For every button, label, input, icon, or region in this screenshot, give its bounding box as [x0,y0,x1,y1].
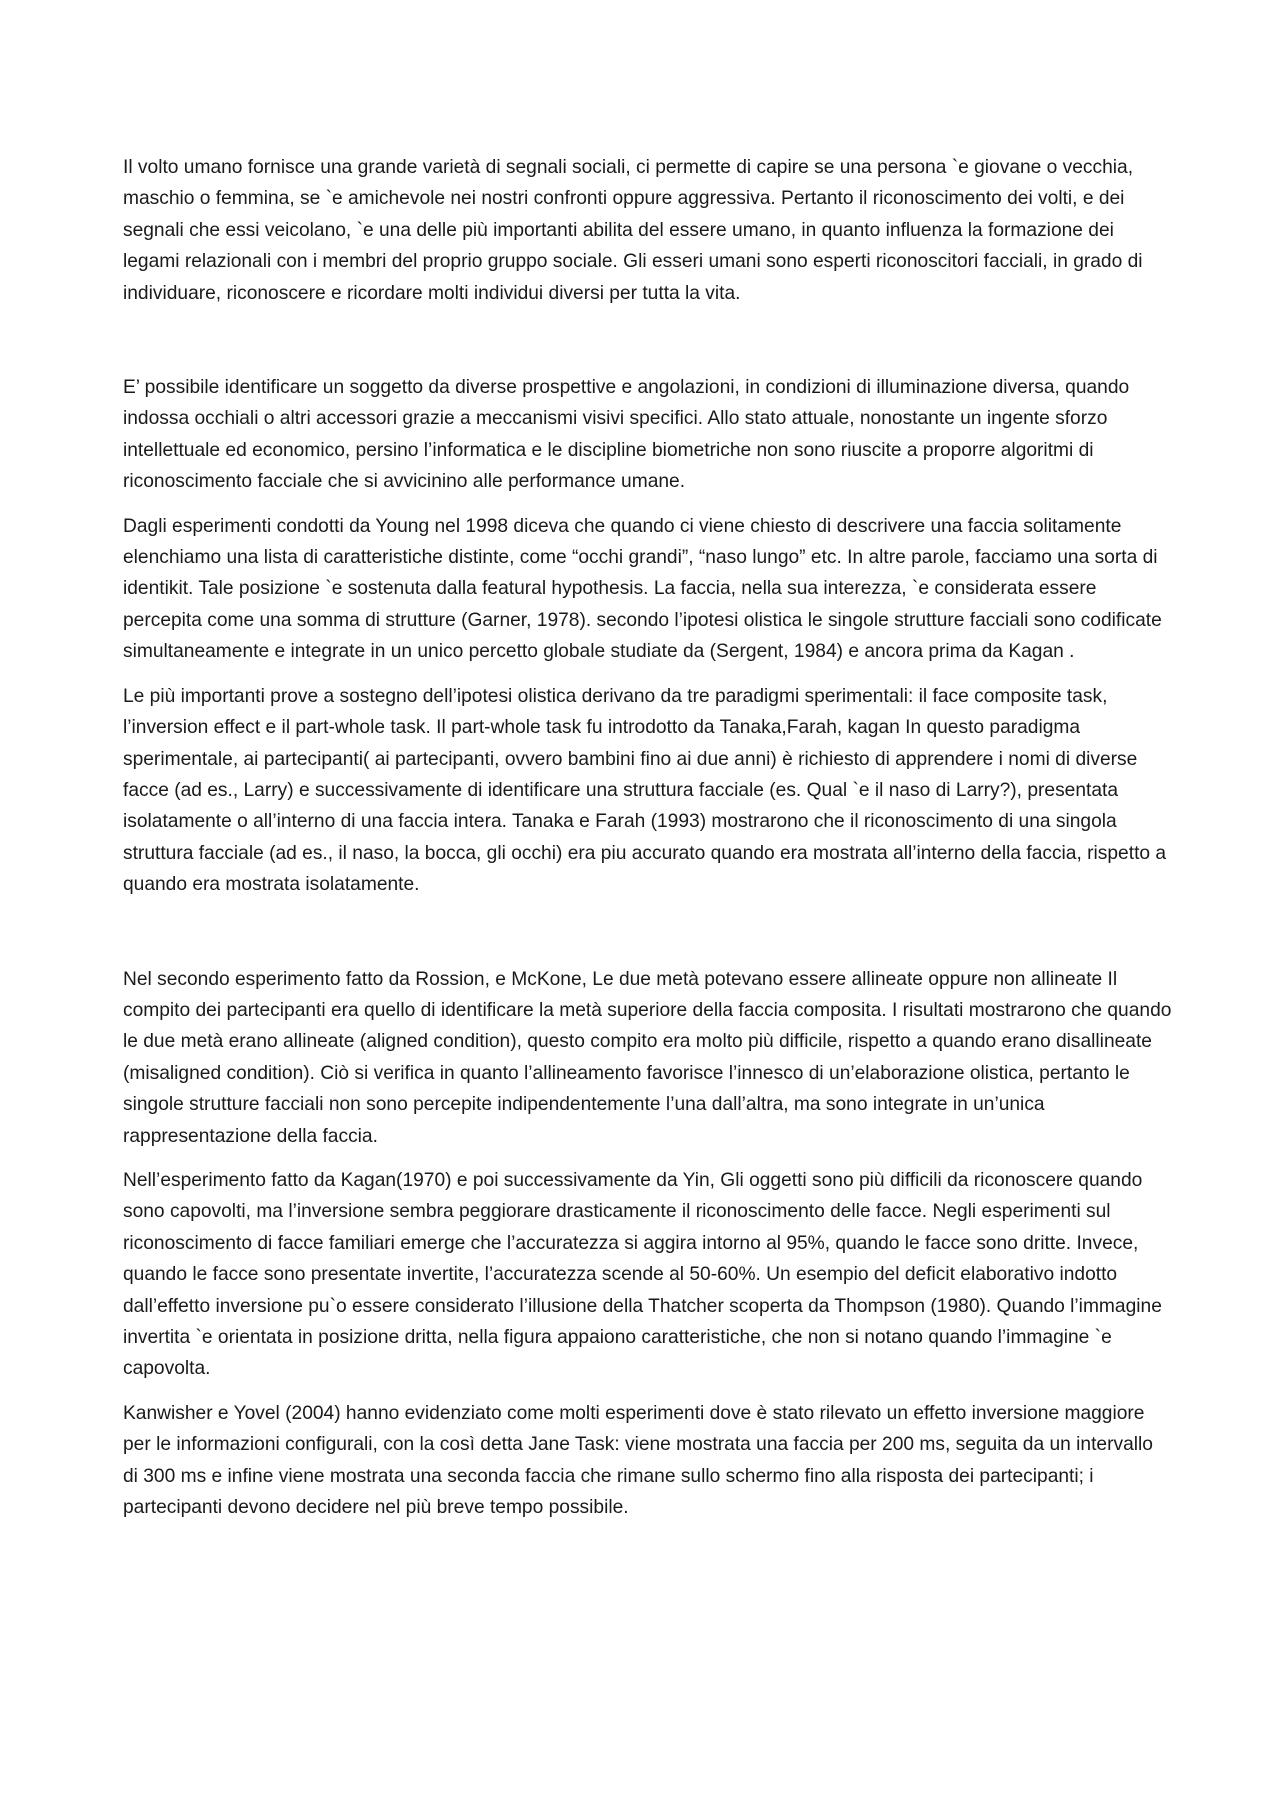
paragraph-young-experiments: Dagli esperimenti condotti da Young nel 1998 diceva che quando ci viene chiesto di descrivere una faccia solitamente elenchiamo una lista di caratteristiche distinte, come “occhi grandi”, “naso lungo” etc. In altre parole, facciamo una sorta di identikit. Tale posizione `e sostenuta dalla featural hypothesis. La faccia, nella sua interezza, `e considerata essere percepita come una somma di strutture (Garner, 1978). secondo l’ipotesi olistica le singole strutture facciali sono codificate simultaneamente e integrate in un unico percetto globale studiate da (Sergent, 1984) e ancora prima da Kagan . [123,515,1162,663]
paragraph-composite-experiment: Nel secondo esperimento fatto da Rossion, e McKone, Le due metà potevano essere allineate oppure non allineate Il compito dei partecipanti era quello di identificare la metà superiore della faccia composita. I risultati mostrarono che quando le due metà erano allineate (aligned condition), questo compito era molto più difficile, rispetto a quando erano disallineate (misaligned condition). Ciò si verifica in quanto l’allineamento favorisce l’innesco di un’elaborazione olistica, pertanto le singole strutture facciali non sono percepite indipendentemente l’una dall’altra, ma sono integrate in un’unica rappresentazione della faccia. [123,968,1172,1147]
paragraph-jane-task: Kanwisher e Yovel (2004) hanno evidenziato come molti esperimenti dove è stato rilevato un effetto inversione maggiore per le informazioni configurali, con la così detta Jane Task: viene mostrata una faccia per 200 ms, seguita da un intervallo di 300 ms e infine viene mostrata una seconda faccia che rimane sullo schermo fino alla risposta dei partecipanti; i partecipanti devono decidere nel più breve tempo possibile. [123,1402,1153,1519]
paragraph-spacer [123,901,1173,964]
document-body [123,152,1173,1523]
paragraph-spacer [123,498,1173,511]
paragraph-inversion-effect: Nell’esperimento fatto da Kagan(1970) e poi successivamente da Yin, Gli oggetti sono più difficili da riconoscere quando sono capovolti, ma l’inversione sembra peggiorare drasticamente il riconoscimento delle facce. Negli esperimenti sul riconoscimento di facce familiari emerge che l’accuratezza si aggira intorno al 95%, quando le facce sono dritte. Invece, quando le facce sono presentate invertite, l’accuratezza scende al 50-60%. Un esempio del deficit elaborativo indotto dall’effetto inversione pu`o essere considerato l’illusione della Thatcher scoperta da Thompson (1980). Quando l’immagine invertita `e orientata in posizione dritta, nella figura appaiono caratteristiche, che non si notano quando l’immagine `e capovolta. [123,1169,1162,1380]
paragraph-spacer [123,1385,1173,1398]
paragraph-spacer [123,309,1173,372]
paragraph-holistic-evidence: Le più importanti prove a sostegno dell’ipotesi olistica derivano da tre paradigmi sperimentali: il face composite task, l’inversion effect e il part-whole task. Il part-whole task fu introdotto da Tanaka,Farah, kagan In questo paradigma sperimentale, ai partecipanti( ai partecipanti, ovvero bambini fino ai due anni) è richiesto di apprendere i nomi di diverse facce (ad es., Larry) e successivamente di identificare una struttura facciale (es. Qual `e il naso di Larry?), presentata isolatamente o all’interno di una faccia intera. Tanaka e Farah (1993) mostrarono che il riconoscimento di una singola struttura facciale (ad es., il naso, la bocca, gli occhi) era piu accurato quando era mostrata all’interno della faccia, rispetto a quando era mostrata isolatamente. [123,685,1167,896]
paragraph-spacer [123,1152,1173,1165]
paragraph-identification: E’ possibile identificare un soggetto da diverse prospettive e angolazioni, in condizioni di illuminazione diversa, quando indossa occhiali o altri accessori grazie a meccanismi visivi specifici. Allo stato attuale, nonostante un ingente sforzo intellettuale ed economico, persino l’informatica e le discipline biometriche non sono riuscite a proporre algoritmi di riconoscimento facciale che si avvicinino alle performance umane. [123,377,1130,493]
paragraph-face-signals: Il volto umano fornisce una grande varietà di segnali sociali, ci permette di capire se una persona `e giovane o vecchia, maschio o femmina, se `e amichevole nei nostri confronti oppure aggressiva. Pertanto il riconoscimento dei volti, e dei segnali che essi veicolano, `e una delle più importanti abilita del essere umano, in quanto influenza la formazione dei legami relazionali con i membri del proprio gruppo sociale. Gli esseri umani sono esperti riconoscitori facciali, in grado di individuare, riconoscere e ricordare molti individui diversi per tutta la vita. [123,157,1143,304]
paragraph-spacer [123,668,1173,681]
